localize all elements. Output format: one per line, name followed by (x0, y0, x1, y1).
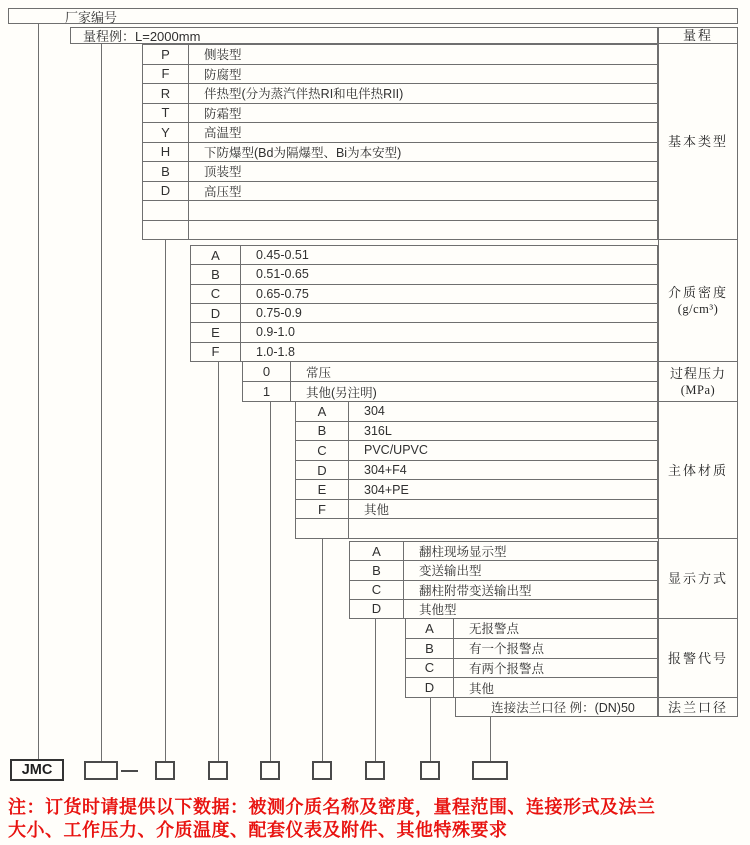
code-cell: B (350, 561, 404, 579)
connector-line-basic (165, 240, 166, 761)
code-cell: C (296, 441, 349, 460)
desc-cell: 304+PE (364, 482, 409, 497)
desc-cell: 0.45-0.51 (256, 248, 309, 263)
desc-cell (189, 221, 657, 240)
table-row (296, 460, 657, 480)
connector-line-display (375, 619, 376, 761)
pressure-table (242, 362, 658, 402)
table-row (350, 560, 657, 579)
code-cell (143, 221, 189, 240)
table-row (143, 142, 657, 162)
table-row (406, 658, 657, 678)
desc-cell: 伴热型(分为蒸汽伴热RI和电伴热RII) (204, 87, 404, 102)
desc-cell: 翻柱附带变送输出型 (419, 583, 532, 598)
section-label-material: 主体材质 (658, 402, 738, 539)
model-prefix-box: JMC (10, 759, 64, 781)
desc-cell: 下防爆型(Bd为隔爆型、Bi为本安型) (204, 145, 402, 160)
table-row (243, 381, 657, 401)
order-note (8, 796, 748, 841)
table-row (191, 342, 657, 361)
desc-cell: 常压 (306, 365, 332, 380)
section-label-range: 量程 (658, 27, 738, 44)
code-cell: B (296, 422, 349, 441)
code-box-density (208, 761, 228, 780)
desc-cell: 防霜型 (204, 106, 242, 121)
connector-line-factory (38, 23, 39, 761)
table-row (296, 479, 657, 499)
desc-cell: 无报警点 (469, 622, 520, 637)
code-box-material (312, 761, 332, 780)
desc-cell: 其他 (469, 681, 495, 696)
code-cell: H (143, 143, 189, 162)
desc-cell: 防腐型 (204, 67, 242, 82)
table-row (143, 103, 657, 123)
connector-line-alarm (430, 698, 431, 761)
order-note-line1: 注：订货时请提供以下数据：被测介质名称及密度，量程范围、连接形式及法兰 (8, 797, 656, 817)
table-row (143, 200, 657, 220)
desc-cell: PVC/UPVC (364, 443, 428, 458)
section-label-pressure: 过程压力 (MPa) (658, 362, 738, 402)
section-label-density: 介质密度 (g/cm³) (658, 240, 738, 362)
desc-cell: 其他 (364, 503, 390, 518)
code-cell: P (143, 45, 189, 64)
table-row (143, 220, 657, 240)
table-row (143, 64, 657, 84)
code-box-display (365, 761, 385, 780)
code-cell: F (143, 65, 189, 84)
density-table (190, 245, 658, 362)
desc-cell: 1.0-1.8 (256, 344, 295, 359)
code-cell: E (191, 323, 241, 341)
desc-cell (189, 201, 657, 220)
code-cell: Y (143, 123, 189, 142)
code-cell: D (191, 304, 241, 322)
table-row (296, 440, 657, 460)
table-row (143, 122, 657, 142)
desc-cell: 高温型 (204, 126, 242, 141)
section-label-flange: 法兰口径 (658, 698, 738, 717)
code-cell: B (406, 639, 454, 658)
section-label-basic-type: 基本类型 (658, 44, 738, 240)
desc-cell: 有一个报警点 (469, 642, 545, 657)
desc-cell: 304 (364, 404, 385, 419)
code-cell: A (191, 246, 241, 264)
code-box-flange (472, 761, 508, 780)
desc-cell: 其他型 (419, 602, 457, 617)
code-cell: A (350, 542, 404, 560)
flange-size-text: 连接法兰口径 例：(DN)50 (491, 701, 635, 715)
desc-cell: 316L (364, 423, 392, 438)
table-row (191, 322, 657, 341)
dash-separator (121, 770, 138, 772)
code-cell: A (296, 402, 349, 421)
desc-cell: 变送输出型 (419, 564, 482, 579)
table-row (296, 402, 657, 421)
desc-cell: 翻柱现场显示型 (419, 545, 507, 560)
table-row (350, 580, 657, 599)
code-box-range (84, 761, 118, 780)
code-cell: F (191, 343, 241, 361)
connector-line-flange (490, 717, 491, 761)
table-row (406, 638, 657, 658)
table-row (296, 518, 657, 538)
table-row (191, 284, 657, 303)
code-cell: B (143, 162, 189, 181)
section-label-alarm: 报警代号 (658, 619, 738, 698)
table-row (296, 499, 657, 519)
desc-cell (349, 519, 657, 538)
code-cell (296, 519, 349, 538)
code-cell: 0 (243, 362, 291, 381)
code-cell: E (296, 480, 349, 499)
code-box-basic (155, 761, 175, 780)
table-row (143, 45, 657, 64)
code-cell: C (406, 659, 454, 678)
table-row (350, 599, 657, 618)
table-row (143, 161, 657, 181)
table-row (191, 246, 657, 264)
flange-size-row (455, 698, 658, 717)
connector-line-density (218, 362, 219, 761)
code-cell: C (350, 581, 404, 599)
code-box-alarm (420, 761, 440, 780)
code-cell: D (143, 182, 189, 201)
range-example-label: 量程例：L=2000mm (83, 29, 201, 44)
range-example-bar (70, 27, 658, 44)
code-cell: T (143, 104, 189, 123)
code-cell: F (296, 500, 349, 519)
connector-line-range (101, 44, 102, 761)
code-cell: A (406, 619, 454, 638)
table-row (350, 542, 657, 560)
desc-cell: 304+F4 (364, 463, 407, 478)
factory-code-bar (8, 8, 738, 24)
desc-cell: 0.65-0.75 (256, 286, 309, 301)
connector-line-pressure (270, 402, 271, 761)
table-row (191, 303, 657, 322)
desc-cell: 顶装型 (204, 165, 242, 180)
desc-cell: 侧装型 (204, 48, 242, 63)
code-cell: C (191, 285, 241, 303)
table-row (406, 619, 657, 638)
desc-cell: 0.51-0.65 (256, 267, 309, 282)
table-row (191, 264, 657, 283)
order-note-line2: 大小、工作压力、介质温度、配套仪表及附件、其他特殊要求 (8, 819, 508, 840)
code-cell: 1 (243, 382, 291, 401)
connector-line-material (322, 539, 323, 761)
code-cell: R (143, 84, 189, 103)
desc-cell: 0.75-0.9 (256, 306, 302, 321)
table-row (296, 421, 657, 441)
code-cell (143, 201, 189, 220)
code-cell: D (350, 600, 404, 618)
alarm-code-table (405, 619, 658, 698)
code-cell: D (296, 461, 349, 480)
desc-cell: 0.9-1.0 (256, 325, 295, 340)
desc-cell: 其他(另注明) (306, 385, 377, 400)
table-row (143, 181, 657, 201)
table-row (143, 83, 657, 103)
display-mode-table (349, 541, 658, 619)
basic-type-table (142, 44, 658, 240)
material-table (295, 402, 658, 539)
desc-cell: 高压型 (204, 184, 242, 199)
code-cell: B (191, 265, 241, 283)
table-row (243, 362, 657, 381)
code-box-pressure (260, 761, 280, 780)
code-cell: D (406, 678, 454, 697)
table-row (406, 677, 657, 697)
desc-cell: 有两个报警点 (469, 661, 545, 676)
section-label-display: 显示方式 (658, 539, 738, 619)
factory-code-label: 厂家编号 (65, 9, 118, 25)
